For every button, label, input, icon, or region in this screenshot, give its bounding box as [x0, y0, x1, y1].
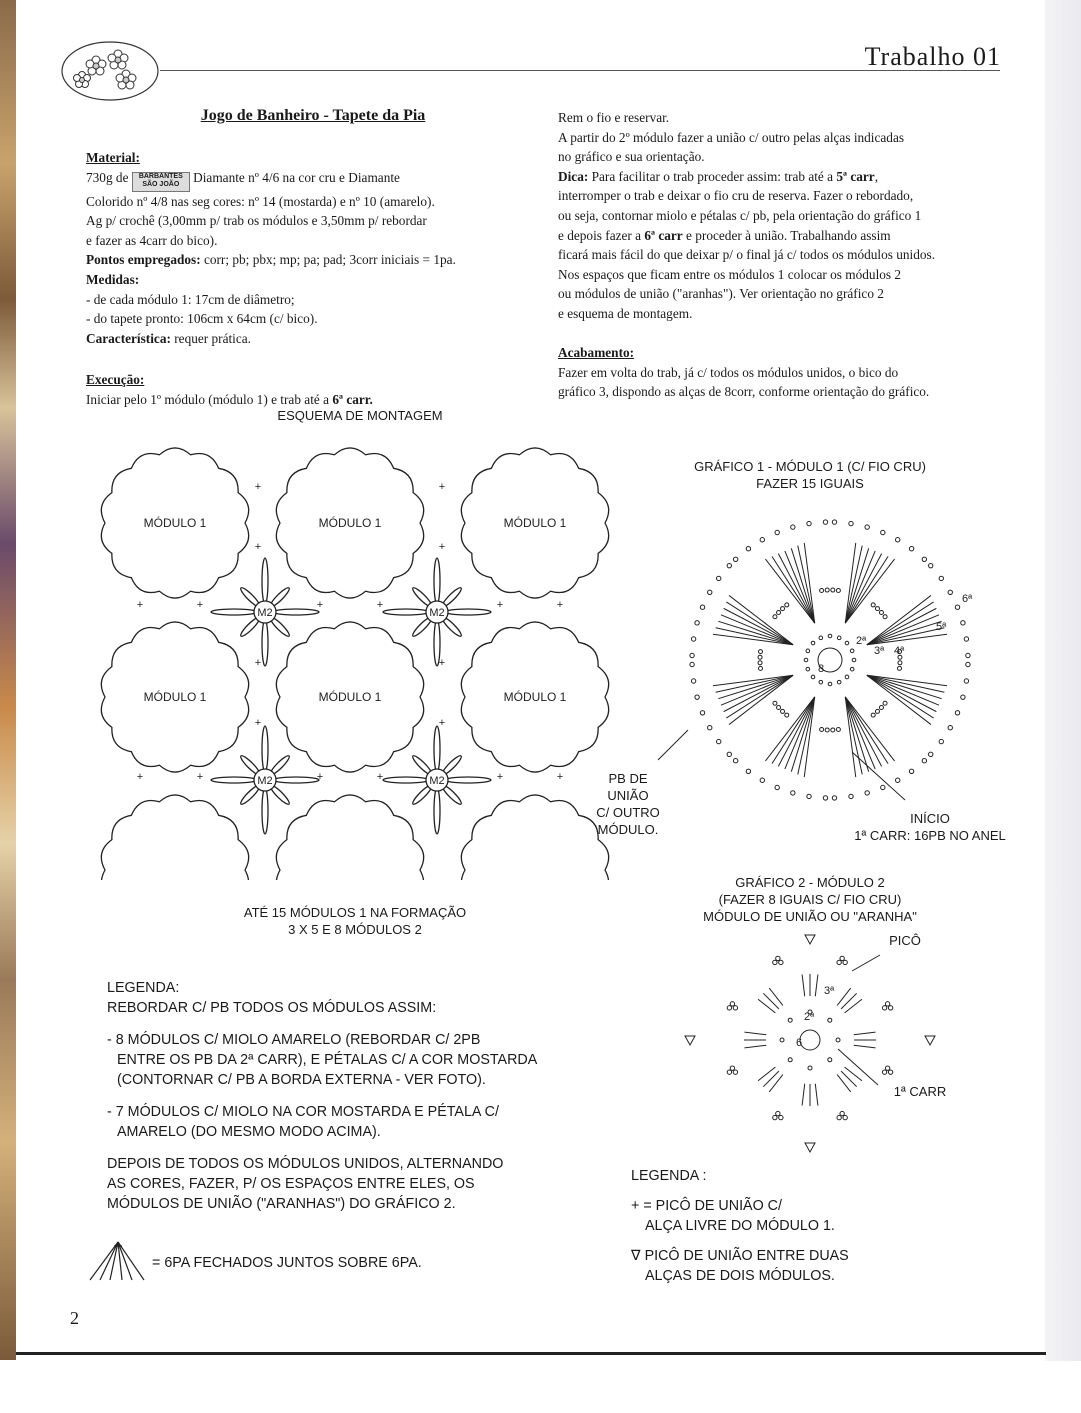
inner-stitch: [828, 682, 832, 686]
inner-stitch: [837, 636, 841, 640]
treble-stitch: [841, 993, 857, 1009]
left-legend-title: LEGENDA:: [107, 980, 180, 996]
chain-dot: [690, 653, 694, 657]
graph1-title: GRÁFICO 1 - MÓDULO 1 (C/ FIO CRU) FAZER 15 IGUAIS: [694, 459, 926, 491]
join-triangle: [685, 1036, 695, 1045]
chain-dot: [785, 713, 789, 717]
treble-stitch: [854, 1045, 876, 1048]
petal-stitch: [726, 675, 793, 718]
materials-section: Material: 730g de BARBANTES SÃO JOÃO Diamante nº 4/6 na cor cru e Diamante Colorido nº 4/8 nas seg cores: nº 14 (mostarda) e nº 10 (amarelo). Ag p/ crochê (3,00mm p/ trab os módulos e 3,50mm p/ rebordar e fazer as 4carr do bico). Pontos empregados: corr; pb; pbx; mp; pa; pad; 3corr iniciais = 1pa. Medidas: - de cada módulo 1: 17cm de diâmetro; - do tapete pronto: 106cm x 64cm (c/ bico). Característica: requer prática.: [86, 150, 456, 346]
chain-dot: [955, 711, 959, 715]
module1-label: MÓDULO 1: [503, 516, 567, 530]
spider-leg: [262, 558, 268, 604]
spider-leg: [273, 609, 319, 615]
chain-dot: [700, 605, 704, 609]
center-ring: [800, 1030, 820, 1050]
module1-label: MÓDULO 1: [318, 690, 382, 704]
chain-dot: [773, 615, 777, 619]
chain-dot: [708, 725, 712, 729]
inner-stitch: [837, 680, 841, 684]
fan-stitch-icon: [88, 1238, 148, 1284]
chain-dot: [760, 538, 764, 542]
chain-dot: [875, 709, 879, 713]
chain-dot: [939, 576, 943, 580]
pico-dot: [843, 1115, 847, 1119]
chain-dot: [780, 1038, 784, 1042]
chain-dot: [832, 796, 836, 800]
chain-dot: [929, 752, 933, 756]
module1-label: MÓDULO 1: [318, 516, 382, 530]
chain-dot: [781, 709, 785, 713]
petal-fan: [867, 675, 947, 724]
finishing-section: Acabamento: Fazer em volta do trab, já c/ todos os módulos unidos, o bico do gráfico 3, dispondo as alças de 8corr, conforme orientação do gráfico.: [558, 345, 930, 400]
join-plus: +: [254, 657, 262, 669]
pico-dot: [843, 960, 847, 964]
pico-dot: [730, 1002, 734, 1006]
chain-dot: [807, 521, 811, 525]
pico-dot: [730, 1066, 734, 1070]
treble-group: [854, 1032, 876, 1048]
petal-stitch: [867, 602, 934, 645]
chain-dot: [881, 785, 885, 789]
treble-stitch: [837, 1075, 851, 1092]
petal-stitch: [845, 697, 888, 764]
chain-dot: [828, 1058, 832, 1062]
inner-stitch: [850, 667, 854, 671]
chain-dot: [939, 739, 943, 743]
chain-dot: [825, 728, 829, 732]
chain-dot: [785, 603, 789, 607]
chain-dot: [961, 621, 965, 625]
treble-stitch: [802, 1084, 805, 1106]
petal-fan: [765, 697, 814, 777]
spider-leg: [262, 788, 268, 834]
pico-dot: [840, 956, 844, 960]
chain-dot: [948, 725, 952, 729]
chain-dot: [820, 727, 824, 731]
chain-dot: [879, 705, 883, 709]
spider-leg: [211, 609, 257, 615]
tip-label: Dica:: [558, 168, 589, 184]
spider-leg: [211, 777, 257, 783]
fan-stitch-legend: = 6PA FECHADOS JUNTOS SOBRE 6PA.: [152, 1255, 422, 1271]
pico-dot: [888, 1006, 892, 1010]
spider-leg: [383, 609, 429, 615]
join-triangle: [805, 935, 815, 944]
treble-group: [758, 1067, 783, 1092]
chain-dot: [955, 605, 959, 609]
chain-dot: [929, 563, 933, 567]
chain-dot: [836, 727, 840, 731]
join-plus: +: [376, 771, 384, 783]
treble-stitch: [744, 1045, 766, 1048]
join-plus: +: [556, 771, 564, 783]
right-legend-title: LEGENDA :: [631, 1168, 707, 1184]
stitches-label: Pontos empregados:: [86, 252, 201, 268]
graph1-first-row-label: 1ª CARR: 16PB NO ANEL: [854, 828, 1006, 843]
treble-stitch: [802, 974, 805, 996]
inner-stitch: [811, 675, 815, 679]
pico-dot: [779, 1115, 783, 1119]
chain-dot: [791, 525, 795, 529]
spider-leg: [262, 726, 268, 772]
treble-group: [837, 1067, 862, 1092]
pico-dot: [727, 1070, 731, 1074]
treble-group: [802, 1084, 818, 1106]
chain-dot: [922, 759, 926, 763]
chain-dot: [909, 769, 913, 773]
graph1-diagram: [640, 490, 1020, 850]
round-label-5: 5ª: [936, 621, 947, 633]
page-edge: [1045, 0, 1081, 1413]
pico-dot: [733, 1006, 737, 1010]
book-spine: [0, 0, 16, 1360]
chain-dot: [708, 590, 712, 594]
round-label-2: 2ª: [804, 1011, 815, 1023]
round-label-3: 3ª: [874, 645, 885, 657]
join-plus: +: [136, 599, 144, 611]
module1-partial-shape: [101, 795, 248, 880]
chain-dot: [758, 655, 762, 659]
pico-dot: [837, 960, 841, 964]
chain-dot: [695, 621, 699, 625]
pico-dot: [885, 1002, 889, 1006]
join-plus: +: [254, 541, 262, 553]
inner-stitch: [850, 649, 854, 653]
chain-dot: [897, 666, 901, 670]
treble-stitch: [744, 1032, 766, 1035]
chain-dot: [775, 530, 779, 534]
chain-dot: [691, 679, 695, 683]
treble-stitch: [815, 974, 818, 996]
spider-leg: [434, 726, 440, 772]
join-plus: +: [136, 771, 144, 783]
pico-dot: [733, 1070, 737, 1074]
graph2-title: GRÁFICO 2 - MÓDULO 2 (FAZER 8 IGUAIS C/ FIO CRU) MÓDULO DE UNIÃO OU "ARANHA": [703, 875, 917, 924]
pico-dot: [840, 1111, 844, 1115]
petal-fan: [713, 595, 793, 644]
join-plus: +: [438, 717, 446, 729]
chain-dot: [695, 695, 699, 699]
join-plus: +: [254, 717, 262, 729]
treble-group: [837, 988, 862, 1013]
chain-dot: [836, 589, 840, 593]
treble-group: [758, 988, 783, 1013]
pico-dot: [776, 1111, 780, 1115]
chain-dot: [966, 653, 970, 657]
join-plus: +: [438, 541, 446, 553]
chain-dot: [791, 791, 795, 795]
chain-dot: [717, 739, 721, 743]
module1-label: MÓDULO 1: [143, 690, 207, 704]
module1-label: MÓDULO 1: [143, 516, 207, 530]
round-number: 6: [796, 1037, 803, 1049]
inner-stitch: [806, 667, 810, 671]
chain-dot: [883, 701, 887, 705]
treble-stitch: [763, 1071, 779, 1087]
graph1-start-label: INÍCIO: [910, 811, 950, 826]
join-plus: +: [556, 599, 564, 611]
treble-group: [802, 974, 818, 996]
graph2-pico-label: PICÔ: [889, 933, 921, 948]
spider-leg: [273, 777, 319, 783]
chain-dot: [758, 661, 762, 665]
module1-partial-shape: [461, 795, 608, 880]
chain-dot: [700, 711, 704, 715]
petal-fan: [713, 675, 793, 724]
round-label-4: 4ª: [894, 645, 905, 657]
chain-dot: [788, 1058, 792, 1062]
chain-dot: [691, 637, 695, 641]
join-plus: +: [196, 599, 204, 611]
bottom-margin: [0, 1361, 1081, 1413]
chain-dot: [759, 650, 763, 654]
treble-stitch: [763, 993, 779, 1009]
round-label-3: 3ª: [824, 985, 835, 997]
pattern-title: Jogo de Banheiro - Tapete da Pia: [200, 107, 426, 124]
pico-dot: [776, 956, 780, 960]
chain-dot: [883, 615, 887, 619]
round-label-2: 2ª: [856, 635, 867, 647]
page-title: Trabalho 01: [864, 42, 1001, 71]
chain-dot: [832, 520, 836, 524]
chain-dot: [788, 1018, 792, 1022]
page-number: 2: [70, 1308, 79, 1328]
module2-label: M2: [429, 607, 445, 619]
chain-dot: [746, 547, 750, 551]
pico-dot: [727, 1006, 731, 1010]
petal-fan: [845, 543, 894, 623]
inner-stitch: [819, 636, 823, 640]
join-triangle: [925, 1036, 935, 1045]
module1-partial-shape: [276, 795, 423, 880]
round-number: 8: [818, 663, 825, 675]
treble-group: [744, 1032, 766, 1048]
round-label-6: 6ª: [962, 593, 973, 605]
brand-logo: BARBANTES SÃO JOÃO: [132, 172, 190, 192]
chain-dot: [807, 794, 811, 798]
module2-label: M2: [257, 607, 273, 619]
chain-dot: [922, 557, 926, 561]
inner-stitch: [804, 658, 808, 662]
inner-stitch: [845, 675, 849, 679]
petal-fan: [845, 697, 894, 777]
chain-dot: [895, 538, 899, 542]
chain-dot: [879, 611, 883, 615]
chain-dot: [964, 679, 968, 683]
spider-leg: [434, 558, 440, 604]
chain-dot: [760, 778, 764, 782]
chain-dot: [690, 662, 694, 666]
chain-dot: [895, 778, 899, 782]
treble-stitch: [758, 999, 775, 1013]
chain-dot: [875, 607, 879, 611]
pico-dot: [779, 960, 783, 964]
petal-stitch: [772, 697, 815, 764]
treble-stitch: [845, 1067, 862, 1081]
chain-dot: [823, 520, 827, 524]
chain-dot: [964, 637, 968, 641]
join-plus: +: [438, 657, 446, 669]
graph2-first-row-label: 1ª CARR: [893, 1084, 947, 1099]
module1-label: MÓDULO 1: [503, 690, 567, 704]
execution-label: Execução:: [86, 372, 145, 387]
treble-stitch: [837, 988, 851, 1005]
pico-dot: [773, 1115, 777, 1119]
pico-dot: [888, 1070, 892, 1074]
join-plus: +: [496, 771, 504, 783]
petal-stitch: [845, 556, 888, 623]
page-bottom-border: [16, 1352, 1046, 1355]
join-plus: +: [376, 599, 384, 611]
treble-stitch: [854, 1032, 876, 1035]
treble-stitch: [815, 1084, 818, 1106]
chain-dot: [909, 547, 913, 551]
petal-fan: [765, 543, 814, 623]
assembly-scheme: [80, 430, 620, 880]
pico-dot: [885, 1066, 889, 1070]
pico-dot: [837, 1115, 841, 1119]
first-row-arrow: [838, 1049, 878, 1085]
chain-dot: [727, 563, 731, 567]
join-plus: +: [196, 771, 204, 783]
join-plus: +: [438, 481, 446, 493]
petal-stitch: [772, 556, 815, 623]
chain-dot: [775, 785, 779, 789]
chain-dot: [828, 1018, 832, 1022]
treble-stitch: [769, 1075, 783, 1092]
chain-dot: [746, 769, 750, 773]
chain-dot: [849, 794, 853, 798]
instructions-section: Rem o fio e reservar. A partir do 2º módulo fazer a união c/ outro pelas alças indicadas no gráfico e sua orientação. Dica: Para facilitar o trab proceder assim: trab até a 5ª carr, interromper o trab e deixar o fio cru de reserva. Fazer o rebordado, ou seja, contornar miolo e pétalas c/ pb, pela orientação do gráfico 1 e depois fazer a 6ª carr e proceder à união. Trabalhando assim ficará mais fácil do que deixar p/ o final já c/ todos os módulos unidos. Nos espaços que ficam entre os módulos 1 colocar os módulos 2 ou módulos de união ("aranhas"). Ver orientação no gráfico 2 e esquema de montagem.: [558, 110, 936, 321]
inner-stitch: [828, 634, 832, 638]
chain-dot: [777, 611, 781, 615]
join-triangle: [805, 1143, 815, 1152]
treble-stitch: [769, 988, 783, 1005]
chain-dot: [966, 662, 970, 666]
treble-stitch: [845, 999, 862, 1013]
start-arrow: [852, 752, 905, 800]
spider-leg: [383, 777, 429, 783]
chain-dot: [881, 530, 885, 534]
chain-dot: [727, 752, 731, 756]
chain-dot: [717, 576, 721, 580]
chain-dot: [820, 589, 824, 593]
pico-dot: [773, 960, 777, 964]
spider-leg: [445, 777, 491, 783]
pico-dot: [882, 1006, 886, 1010]
chain-dot: [831, 728, 835, 732]
execution-section: Execução: Iniciar pelo 1º módulo (módulo 1) e trab até a 6ª carr.: [86, 372, 373, 407]
spider-leg: [445, 609, 491, 615]
chain-dot: [825, 588, 829, 592]
graph2-diagram: [670, 925, 970, 1165]
chain-dot: [961, 695, 965, 699]
chain-dot: [865, 791, 869, 795]
pico-dot: [882, 1070, 886, 1074]
chain-dot: [808, 1066, 812, 1070]
chain-dot: [871, 603, 875, 607]
plus-symbol-icon: +: [631, 1198, 640, 1214]
left-legend: LEGENDA: REBORDAR C/ PB TODOS OS MÓDULOS ASSIM: - 8 MÓDULOS C/ MIOLO AMARELO (REBORDAR C/ 2PB ENTRE OS PB DA 2ª CARR), E PÉTALAS C/ A COR MOSTARDA (CONTORNAR C/ PB A BORDA EXTERNA - VER FOTO). - 7 MÓDULOS C/ MIOLO NA COR MOSTARDA E PÉTALA C/ AMARELO (DO MESMO MODO ACIMA). DEPOIS DE TODOS OS MÓDULOS UNIDOS, ALTERNANDO AS CORES, FAZER, P/ OS ESPAÇOS ENTRE ELES, OS MÓDULOS DE UNIÃO ("ARANHAS") DO GRÁFICO 2.: [107, 978, 597, 1214]
chain-dot: [773, 701, 777, 705]
right-legend: LEGENDA : + = PICÔ DE UNIÃO C/ ALÇA LIVRE DO MÓDULO 1. ∇ PICÔ DE UNIÃO ENTRE DUAS ALÇAS DE DOIS MÓDULOS.: [631, 1166, 931, 1286]
scheme-title: ESQUEMA DE MONTAGEM: [277, 408, 443, 423]
petal-stitch: [726, 602, 793, 645]
characteristic-label: Característica:: [86, 330, 171, 346]
chain-dot: [836, 1038, 840, 1042]
chain-dot: [898, 661, 902, 665]
pico-arrow: [852, 955, 880, 971]
treble-stitch: [841, 1071, 857, 1087]
join-arrow: [658, 730, 688, 760]
chain-dot: [733, 759, 737, 763]
chain-dot: [831, 588, 835, 592]
join-plus: +: [496, 599, 504, 611]
inner-stitch: [819, 680, 823, 684]
chain-dot: [823, 796, 827, 800]
join-plus: +: [316, 771, 324, 783]
finishing-label: Acabamento:: [558, 345, 635, 360]
scheme-caption: ATÉ 15 MÓDULOS 1 NA FORMAÇÃO 3 X 5 E 8 MÓDULOS 2: [243, 905, 467, 937]
inner-stitch: [811, 641, 815, 645]
chain-dot: [948, 590, 952, 594]
join-plus: +: [316, 599, 324, 611]
chain-dot: [733, 557, 737, 561]
spider-leg: [262, 620, 268, 666]
join-plus: +: [254, 481, 262, 493]
module2-label: M2: [257, 775, 273, 787]
inner-stitch: [806, 649, 810, 653]
chain-dot: [871, 713, 875, 717]
module2-label: M2: [429, 775, 445, 787]
measures-label: Medidas:: [86, 271, 140, 287]
spider-leg: [434, 788, 440, 834]
treble-stitch: [758, 1067, 775, 1081]
material-label: Material:: [86, 150, 140, 165]
chain-dot: [781, 607, 785, 611]
flower-logo-icon: [60, 40, 160, 102]
chain-dot: [759, 666, 763, 670]
triangle-symbol-icon: ∇: [631, 1248, 641, 1264]
inner-stitch: [852, 658, 856, 662]
chain-dot: [865, 525, 869, 529]
chain-dot: [849, 521, 853, 525]
graph1-join-label: PB DE UNIÃO C/ OUTRO MÓDULO.: [596, 771, 660, 837]
chain-dot: [777, 705, 781, 709]
petal-stitch: [867, 675, 934, 718]
inner-stitch: [845, 641, 849, 645]
